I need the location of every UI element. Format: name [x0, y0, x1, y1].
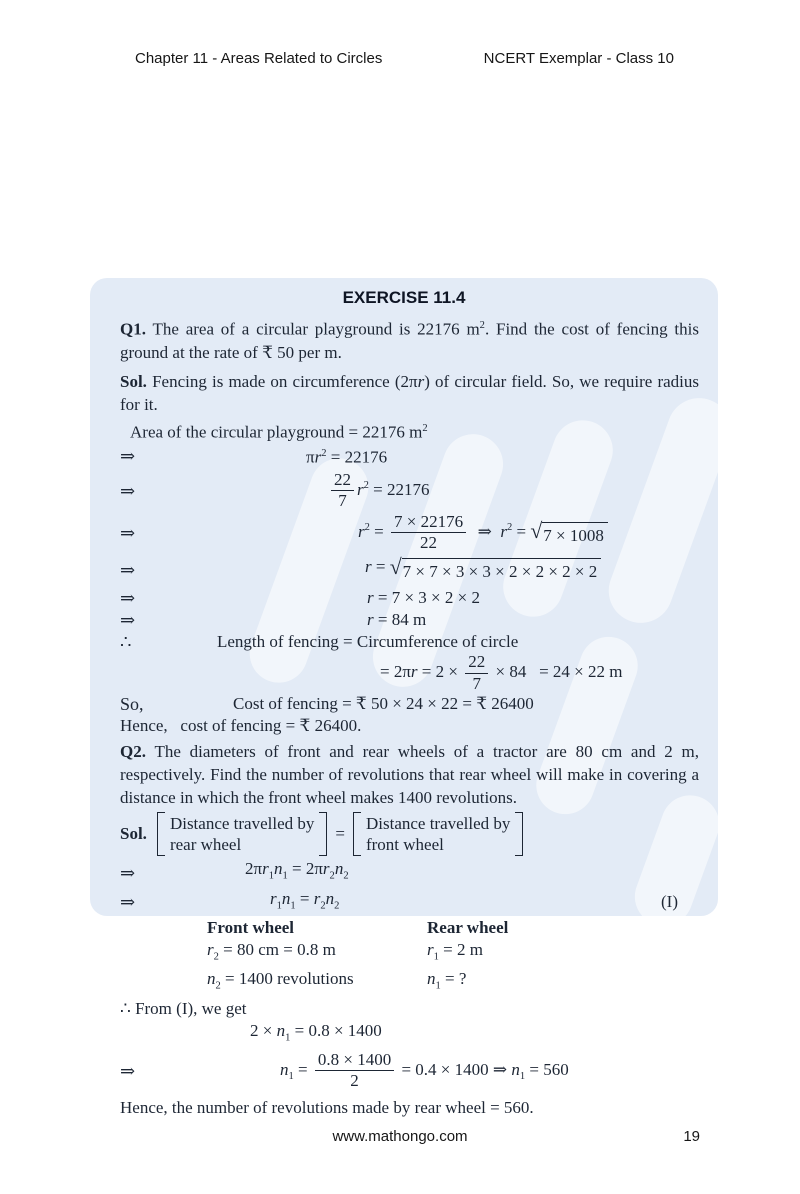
equation-gutter-symbol: ⇒	[120, 446, 136, 467]
math-variable: r	[270, 888, 277, 908]
fraction-numerator: 0.8 × 1400	[315, 1051, 394, 1071]
superscript: 2	[479, 320, 485, 331]
text-run: π	[306, 447, 315, 467]
subscript: 2	[215, 980, 221, 992]
text-run: = 22176	[368, 479, 430, 499]
subscript: 1	[282, 870, 288, 882]
bracket-line: rear wheel	[169, 835, 242, 855]
exercise-title: EXERCISE 11.4	[342, 288, 466, 307]
superscript: 2	[363, 480, 369, 492]
subscript: 1	[288, 1071, 294, 1083]
text-run: Cost of fencing = ₹ 50 × 24 × 22 = ₹ 26400	[233, 694, 534, 714]
math-variable: n	[511, 1059, 520, 1079]
q2-question	[120, 740, 699, 809]
equation	[245, 858, 349, 887]
equation-gutter-symbol: ⇒	[120, 610, 136, 631]
math-variable: r	[314, 447, 322, 467]
bold-text: Rear wheel	[427, 917, 509, 937]
subscript: 1	[276, 899, 282, 911]
equation-gutter-symbol: ⇒	[120, 588, 136, 609]
square-root	[389, 555, 602, 583]
text-run: × 84 = 24 × 22 m	[491, 662, 623, 682]
math-variable: n	[280, 1059, 289, 1079]
math-variable: r	[427, 939, 434, 959]
math-variable: r	[313, 888, 321, 908]
footer-page-number: 19	[683, 1128, 700, 1145]
text-run: Hence, cost of fencing = ₹ 26400.	[120, 716, 362, 736]
text-run: The area of a circular playground is 22176 m	[145, 319, 480, 339]
left-bracket	[157, 812, 165, 856]
text-run: = 0.8 × 1400	[290, 1020, 382, 1040]
eq-r-product	[120, 587, 718, 609]
front-wheel-distance-bracket	[353, 812, 523, 856]
equation	[270, 888, 339, 917]
text-run: =	[371, 557, 390, 577]
radicand: 7 × 7 × 3 × 3 × 2 × 2 × 2 × 2	[402, 558, 602, 583]
cost-of-fencing	[120, 693, 718, 715]
subscript: 2	[213, 951, 219, 963]
equation-gutter-symbol: ∴	[120, 632, 132, 653]
subscript: 2	[343, 870, 349, 882]
square-root	[530, 519, 608, 547]
fraction	[315, 1051, 394, 1091]
page-header	[135, 50, 674, 67]
rear-wheel-column	[427, 917, 508, 939]
equation	[367, 609, 426, 631]
fraction	[465, 653, 488, 693]
bracket-content	[364, 812, 512, 856]
equation-gutter-symbol: So,	[120, 694, 144, 715]
eq-2-n1	[120, 1020, 718, 1049]
text-run: Area of the circular playground = 22176 m	[130, 422, 423, 442]
eq-rn	[120, 888, 718, 917]
bracket-line: Distance travelled by	[365, 814, 511, 834]
circumference-calc	[120, 653, 718, 693]
equation-gutter-symbol: ⇒	[120, 480, 136, 501]
fraction	[331, 471, 354, 511]
text-run: = 2π	[287, 859, 323, 879]
equation	[217, 631, 518, 653]
rear-wheel-distance-bracket	[157, 812, 327, 856]
math-variable: r	[367, 610, 374, 630]
math-variable: n	[427, 969, 436, 989]
math-variable: r	[365, 557, 372, 577]
hence-revolutions	[120, 1097, 718, 1119]
text-run: = 1400 revolutions	[220, 969, 354, 989]
equation	[380, 653, 622, 693]
equation-label: (I)	[661, 892, 678, 912]
math-variable: n	[281, 888, 291, 908]
header-chapter-title: Chapter 11 - Areas Related to Circles	[135, 50, 383, 67]
text-run: = 0.4 × 1400 ⇒	[397, 1059, 512, 1079]
fraction-denominator: 22	[420, 533, 438, 553]
bold-text: Sol.	[120, 371, 147, 391]
bold-text: Front wheel	[207, 917, 295, 937]
text-run: = 2 m	[438, 939, 483, 959]
math-variable: r	[358, 521, 365, 541]
from-equation-I	[120, 998, 718, 1020]
bracket-line: front wheel	[365, 835, 444, 855]
math-variable: r	[500, 521, 507, 541]
equation	[280, 1051, 569, 1091]
rear-wheel-column	[427, 939, 483, 968]
math-variable: n	[276, 1020, 286, 1040]
eq-22-7-r-squared	[120, 471, 718, 511]
eq-r-sqrt-factors	[120, 556, 718, 583]
text-run: =	[295, 888, 314, 908]
fraction-denominator: 2	[350, 1071, 359, 1091]
text-run: = 22176	[326, 447, 388, 467]
math-variable: r	[322, 859, 330, 879]
solution-label: Sol.	[120, 824, 147, 844]
q2-solution-matrix	[120, 812, 718, 856]
eq-r-value	[120, 609, 718, 631]
equation	[365, 556, 601, 583]
text-run: = 7 × 3 × 2 × 2	[373, 588, 480, 608]
subscript: 1	[433, 951, 439, 963]
text-run: = 2 ×	[417, 662, 463, 682]
text-run: Length of fencing = Circumference of circle	[217, 632, 519, 652]
text-run: Fencing is made on circumference (2π	[146, 371, 418, 391]
area-statement	[130, 418, 718, 444]
math-variable: r	[367, 588, 374, 608]
math-variable: r	[207, 939, 214, 959]
text-run: 2π	[245, 859, 263, 879]
subscript: 1	[435, 980, 441, 992]
equals-sign: =	[335, 824, 345, 844]
footer-website: www.mathongo.com	[332, 1128, 468, 1145]
fraction	[391, 513, 466, 553]
bracket-content	[168, 812, 316, 856]
math-variable: n	[207, 969, 216, 989]
math-variable: r	[417, 371, 425, 391]
text-run: ∴ From (I), we get	[120, 998, 247, 1018]
subscript: 1	[519, 1071, 526, 1083]
text-run: Hence, the number of revolutions made by rear wheel = 560.	[120, 1097, 534, 1117]
subscript: 1	[285, 1032, 291, 1044]
fraction-denominator: 7	[338, 491, 347, 511]
subscript: 1	[290, 899, 296, 911]
front-wheel-column	[207, 968, 427, 997]
text-run: = 84 m	[373, 610, 427, 630]
text-run: ⇒	[469, 521, 501, 541]
superscript: 2	[321, 448, 327, 460]
fraction-numerator: 7 × 22176	[391, 513, 466, 533]
math-variable: n	[325, 888, 335, 908]
q1-solution-intro	[120, 370, 699, 416]
right-bracket	[319, 812, 327, 856]
fraction-numerator: 22	[465, 653, 488, 673]
text-run: 2 ×	[250, 1020, 277, 1040]
text-run: . Find the cost of fencing this ground at the rate of ₹ 50 per m.	[120, 319, 699, 362]
wheel-headers	[207, 917, 718, 939]
bold-text: Q2.	[120, 742, 146, 762]
equation	[233, 693, 534, 715]
text-run: = 80 cm = 0.8 m	[218, 939, 336, 959]
equation-gutter-symbol: ⇒	[120, 862, 136, 883]
equation-gutter-symbol: ⇒	[120, 522, 136, 543]
exercise-content	[90, 282, 718, 1119]
text-run: = 560	[525, 1059, 569, 1079]
equation	[358, 513, 608, 553]
superscript: 2	[364, 521, 370, 533]
math-variable: n	[273, 859, 283, 879]
eq-r-squared-frac	[120, 513, 718, 553]
superscript: 2	[422, 422, 428, 434]
math-variable: r	[262, 859, 269, 879]
text-run: =	[369, 521, 388, 541]
header-book-title: NCERT Exemplar - Class 10	[483, 50, 674, 67]
text-run: = ?	[440, 969, 467, 989]
superscript: 2	[506, 521, 513, 533]
bracket-line: Distance travelled by	[169, 814, 315, 834]
math-variable: r	[357, 479, 364, 499]
wheel-radii	[207, 939, 718, 968]
eq-n1-value	[120, 1051, 718, 1091]
hence-cost	[120, 715, 718, 737]
eq-pi-r-squared	[120, 443, 718, 469]
text-run: =	[293, 1059, 312, 1079]
radical-sign-icon: √	[389, 555, 402, 580]
left-bracket	[353, 812, 361, 856]
fraction-numerator: 22	[331, 471, 354, 491]
radicand: 7 × 1008	[542, 522, 608, 547]
text-run: =	[512, 521, 531, 541]
wheel-revolutions	[207, 968, 718, 997]
length-of-fencing	[120, 631, 718, 653]
equation	[367, 587, 480, 609]
front-wheel-column	[207, 939, 427, 968]
bold-text: Q1.	[120, 319, 146, 339]
eq-2pi-rn	[120, 858, 718, 887]
text-run: The diameters of front and rear wheels of a tractor are 80 cm and 2 m, respectively. Find the number of revolutions that rear wheel will make in covering a distance in which the front wheel makes 1400 revolutions.	[120, 742, 699, 808]
text-run: = 2π	[380, 662, 411, 682]
equation	[306, 443, 387, 469]
subscript: 1	[268, 870, 274, 882]
subscript: 2	[329, 870, 335, 882]
math-variable: r	[410, 662, 418, 682]
math-variable: n	[334, 859, 344, 879]
q1-question	[120, 314, 699, 364]
right-bracket	[515, 812, 523, 856]
equation	[250, 1020, 382, 1049]
solution-lines	[90, 314, 718, 1119]
rear-wheel-column	[427, 968, 466, 997]
subscript: 2	[320, 899, 326, 911]
equation	[328, 471, 429, 511]
fraction-denominator: 7	[472, 673, 481, 693]
text-run: ) of circular field. So, we require radius for it.	[120, 371, 699, 414]
radical-sign-icon: √	[530, 519, 543, 544]
front-wheel-column	[207, 917, 427, 939]
equation-gutter-symbol: ⇒	[120, 1060, 136, 1081]
subscript: 2	[334, 899, 340, 911]
equation-gutter-symbol: ⇒	[120, 892, 136, 913]
equation-gutter-symbol: ⇒	[120, 559, 136, 580]
